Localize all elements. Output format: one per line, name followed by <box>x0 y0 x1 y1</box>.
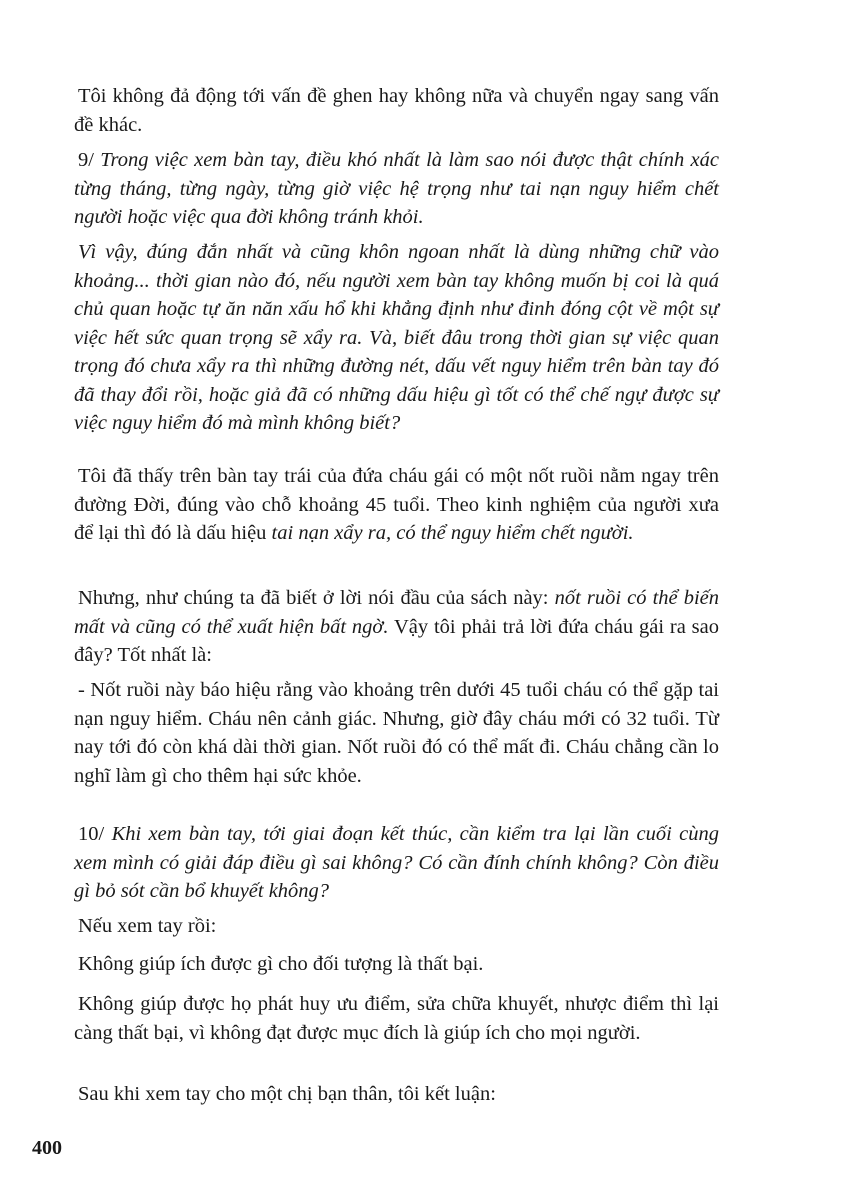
paragraph-3 <box>74 238 719 438</box>
paragraph-1-text: Tôi không đả động tới vấn đề ghen hay không nữa và chuyển ngay sang vấn đề khác. <box>74 85 719 136</box>
paragraph-9 <box>74 950 719 979</box>
paragraph-1 <box>74 82 719 139</box>
paragraph-5-text-b: Vậy tôi phải trả lời đứa cháu gái ra sao đây? Tốt nhất là: <box>74 615 719 666</box>
item-9-text: Trong việc xem bàn tay, điều khó nhất là làm sao nói được thật chính xác từng tháng, từng ngày, từng giờ việc hệ trọng như tai nạn nguy hiểm chết người hoặc việc qua đời không tránh khỏi. <box>74 149 719 228</box>
item-10-text: Khi xem bàn tay, tới giai đoạn kết thúc, cần kiểm tra lại lần cuối cùng xem mình có giải đáp điều gì sai không? Có cần đính chính không? Còn điều gì bỏ sót cần bổ khuyết không? <box>74 823 719 902</box>
paragraph-5-text-a: Nhưng, như chúng ta đã biết ở lời nói đầu của sách này: <box>78 587 555 609</box>
paragraph-4-italic: tai nạn xẩy ra, có thể nguy hiểm chết người. <box>271 522 634 544</box>
paragraph-2-item-9 <box>74 146 719 232</box>
paragraph-11 <box>74 1080 719 1109</box>
paragraph-8-text: Nếu xem tay rồi: <box>78 915 217 937</box>
paragraph-5 <box>74 584 719 670</box>
item-10-number: 10/ <box>78 823 112 845</box>
paragraph-7-item-10 <box>74 820 719 906</box>
item-9-number: 9/ <box>78 149 101 171</box>
paragraph-10-text: Không giúp được họ phát huy ưu điểm, sửa chữa khuyết, nhược điểm thì lại càng thất bại, vì không đạt được mục đích là giúp ích cho mọi người. <box>74 993 719 1044</box>
page-number: 400 <box>32 1137 62 1159</box>
paragraph-6-dash-item <box>74 676 719 790</box>
paragraph-10 <box>74 990 719 1047</box>
paragraph-11-text: Sau khi xem tay cho một chị bạn thân, tôi kết luận: <box>78 1083 496 1105</box>
paragraph-6-text: - Nốt ruồi này báo hiệu rằng vào khoảng trên dưới 45 tuổi cháu có thể gặp tai nạn nguy hiểm. Cháu nên cảnh giác. Nhưng, giờ đây cháu mới có 32 tuổi. Từ nay tới đó còn khá dài thời gian. Nốt ruồi đó có thể mất đi. Cháu chẳng cần lo nghĩ làm gì cho thêm hại sức khỏe. <box>74 679 719 787</box>
paragraph-8 <box>74 912 719 941</box>
paragraph-9-text: Không giúp ích được gì cho đối tượng là thất bại. <box>78 953 484 975</box>
paragraph-4 <box>74 462 719 548</box>
paragraph-4-text: Tôi đã thấy trên bàn tay trái của đứa cháu gái có một nốt ruồi nằm ngay trên đường Đời, đúng vào chỗ khoảng 45 tuổi. Theo kinh nghiệm của người xưa để lại thì đó là dấu hiệu <box>74 465 719 544</box>
paragraph-3-text: Vì vậy, đúng đắn nhất và cũng khôn ngoan nhất là dùng những chữ vào khoảng... thời gian nào đó, nếu người xem bàn tay không muốn bị coi là quá chủ quan hoặc tự ăn năn xấu hổ khi khẳng định như đinh đóng cột về một sự việc hết sức quan trọng sẽ xẩy ra. Và, biết đâu trong thời gian sự việc quan trọng đó chưa xẩy ra thì những đường nét, dấu vết nguy hiểm trên bàn tay đó đã thay đổi rồi, hoặc giả đã có những dấu hiệu gì tốt có thể chế ngự được sự việc nguy hiểm đó mà mình không biết? <box>74 241 719 434</box>
paragraph-5-italic: nốt ruồi có thể biến mất và cũng có thể xuất hiện bất ngờ. <box>74 587 719 638</box>
